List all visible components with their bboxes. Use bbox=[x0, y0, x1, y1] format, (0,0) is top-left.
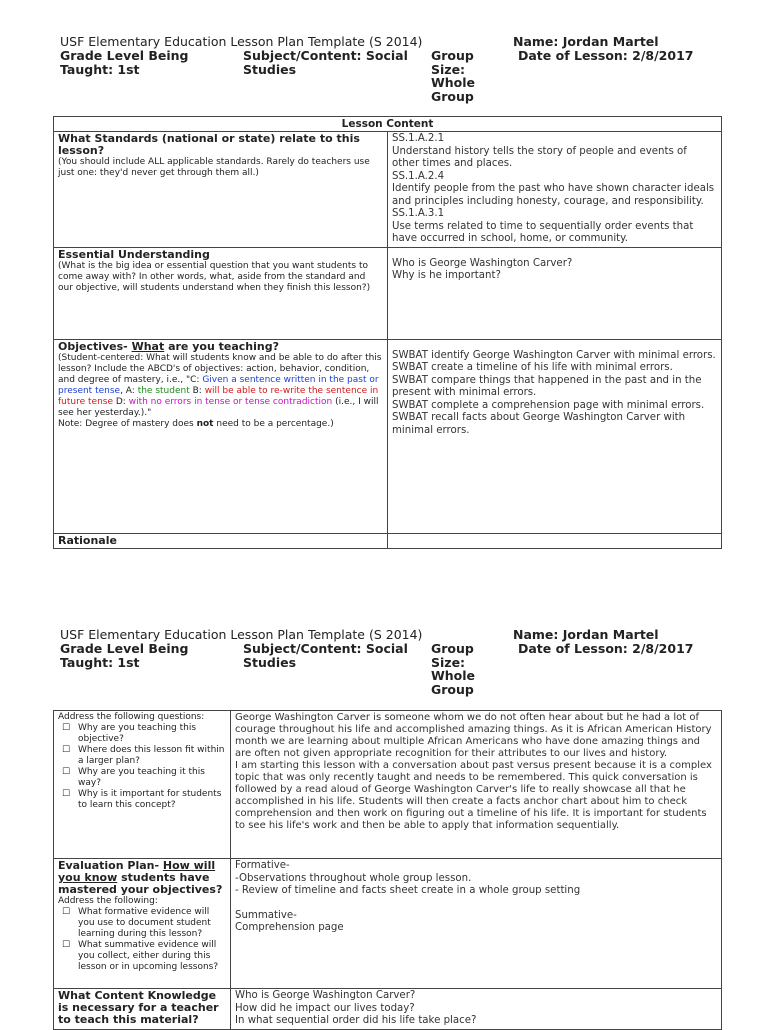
objectives-note: (Student-centered: What will students know and be able to do after this lesson? Include the ABCD's of objectives: action, behavior, condition, and degree of mastery, i.e., "C: Given a sentence written in the past or present tense, A: the student B: will be able to re-write the sentence in future tense D: with no errors in tense or tense contradiction (i.e., I will see her yesterday.)." bbox=[58, 352, 382, 418]
content-line: -Observations throughout whole group lesson. bbox=[235, 872, 472, 884]
essential-content bbox=[388, 247, 722, 339]
objectives-content bbox=[388, 339, 722, 533]
content-line: Use terms related to time to sequentially order events that have occurred in school, home, or community. bbox=[392, 220, 694, 244]
content-line: Who is George Washington Carver? bbox=[392, 257, 573, 269]
subject-content: Subject/Content: Social Studies bbox=[243, 48, 408, 77]
essential-label: Essential Understanding bbox=[58, 247, 210, 261]
content-line: - Review of timeline and facts sheet create in a whole group setting bbox=[235, 885, 581, 896]
content-line: Summative- bbox=[235, 909, 297, 921]
essential-note: (What is the big idea or essential question that you want students to come away with? In other words, what, aside from the standard and our objective, will students understand when they finish this lesson?) bbox=[58, 260, 371, 293]
content-line: SWBAT compare things that happened in the past and in the present with minimal errors. bbox=[392, 374, 702, 398]
evaluation-label-cell bbox=[54, 859, 231, 989]
content-line: Comprehension page bbox=[235, 922, 344, 933]
lesson-date: Date of Lesson: 2/8/2017 bbox=[518, 48, 694, 63]
content-line bbox=[235, 898, 717, 910]
address-questions-cell bbox=[54, 711, 231, 859]
table-row bbox=[54, 533, 722, 548]
content-line: SWBAT complete a comprehension page with minimal errors. bbox=[392, 399, 705, 411]
standards-label-cell bbox=[54, 132, 388, 248]
table-caption: Lesson Content bbox=[54, 117, 722, 132]
rationale-content bbox=[388, 533, 722, 548]
content-knowledge-label-cell bbox=[54, 989, 231, 1030]
list-item: ☐ Where does this lesson fit within a larger plan? bbox=[58, 745, 226, 767]
rationale-text bbox=[231, 711, 722, 859]
content-line: How did he impact our lives today? bbox=[235, 1002, 415, 1014]
objectives-label: Objectives- What are you teaching? bbox=[58, 339, 279, 353]
paragraph: I am starting this lesson with a conversation about past versus present because it is a complex topic that was only recently taught and needs to be remembered. This quick conversation is followed by a read aloud of George Washington Carver's life to really showcase all that he accomplished in his life. Students will then create a facts anchor chart about him to check comprehension and then work on figuring out a timeline of his life. It is important for students to see his life's work and then be able to apply that information sequentially. bbox=[235, 760, 712, 831]
list-item: ☐ Why are you teaching it this way? bbox=[58, 767, 226, 789]
content-line: SS.1.A.2.1 bbox=[392, 133, 445, 144]
content-line: SS.1.A.3.1 bbox=[392, 208, 445, 219]
content-line: Who is George Washington Carver? bbox=[235, 990, 416, 1001]
teacher-name: Name: Jordan Martel bbox=[513, 34, 659, 49]
table-row bbox=[54, 247, 722, 339]
table-row bbox=[54, 989, 722, 1030]
rationale-label: Rationale bbox=[58, 533, 117, 547]
list-item: ☐ Why is it important for students to learn this concept? bbox=[58, 789, 226, 811]
content-line: SWBAT recall facts about George Washington Carver with minimal errors. bbox=[392, 412, 686, 436]
rationale-label-cell bbox=[54, 533, 388, 548]
group-size: Group Size: Whole Group bbox=[431, 48, 476, 104]
objectives-label-cell bbox=[54, 339, 388, 533]
grade-level: Grade Level Being Taught: 1st bbox=[60, 641, 189, 670]
content-knowledge-content bbox=[231, 989, 722, 1030]
content-line: In what sequential order did his life take place? bbox=[235, 1015, 477, 1026]
checkbox-list bbox=[58, 907, 226, 973]
template-title: USF Elementary Education Lesson Plan Template (S 2014) bbox=[60, 34, 423, 49]
rationale-table bbox=[53, 710, 722, 1030]
content-line: Why is he important? bbox=[392, 270, 501, 281]
standards-note: (You should include ALL applicable standards. Rarely do teachers use just one: they'd never get through them all.) bbox=[58, 157, 370, 178]
content-line: Understand history tells the story of people and events of other times and places. bbox=[392, 145, 687, 169]
grade-level: Grade Level Being Taught: 1st bbox=[60, 48, 189, 77]
list-item: ☐ What summative evidence will you collect, either during this lesson or in upcoming lessons? bbox=[58, 940, 226, 973]
table-row bbox=[54, 859, 722, 989]
list-item: ☐ What formative evidence will you use to document student learning during this lesson? bbox=[58, 907, 226, 940]
template-title: USF Elementary Education Lesson Plan Template (S 2014) bbox=[60, 627, 423, 642]
evaluation-label: Evaluation Plan- How will you know students have mastered your objectives? bbox=[58, 859, 223, 896]
table-row bbox=[54, 339, 722, 533]
content-line: SS.1.A.2.4 bbox=[392, 170, 445, 182]
table-row bbox=[54, 711, 722, 859]
content-knowledge-label: What Content Knowledge is necessary for a teacher to teach this material? bbox=[58, 989, 219, 1026]
evaluation-intro: Address the following: bbox=[58, 896, 158, 906]
content-line: SWBAT create a timeline of his life with minimal errors. bbox=[392, 362, 673, 373]
content-line: Formative- bbox=[235, 860, 290, 871]
standards-content bbox=[388, 132, 722, 248]
subject-content: Subject/Content: Social Studies bbox=[243, 641, 408, 670]
teacher-name: Name: Jordan Martel bbox=[513, 627, 659, 642]
table-row bbox=[54, 132, 722, 248]
lesson-content-table bbox=[53, 116, 722, 549]
list-item: ☐ Why are you teaching this objective? bbox=[58, 723, 226, 745]
group-size: Group Size: Whole Group bbox=[431, 641, 476, 697]
evaluation-content bbox=[231, 859, 722, 989]
essential-label-cell bbox=[54, 247, 388, 339]
paragraph: George Washington Carver is someone whom we do not often hear about but he had a lot of courage throughout his life and accomplished amazing things. As it is African American History month we are learning about multiple African Americans who have done amazing things and are often not given appropriate recognition for their attributes to our lives and history. bbox=[235, 712, 712, 759]
lesson-date: Date of Lesson: 2/8/2017 bbox=[518, 641, 694, 656]
mastery-note: Note: Degree of mastery does not need to be a percentage.) bbox=[58, 418, 334, 429]
checkbox-list bbox=[58, 723, 226, 811]
content-line: Identify people from the past who have shown character ideals and principles including honesty, courage, and responsibility. bbox=[392, 183, 715, 207]
content-line: SWBAT identify George Washington Carver with minimal errors. bbox=[392, 349, 716, 361]
address-intro: Address the following questions: bbox=[58, 712, 205, 722]
standards-label: What Standards (national or state) relate to this lesson? bbox=[58, 132, 360, 157]
